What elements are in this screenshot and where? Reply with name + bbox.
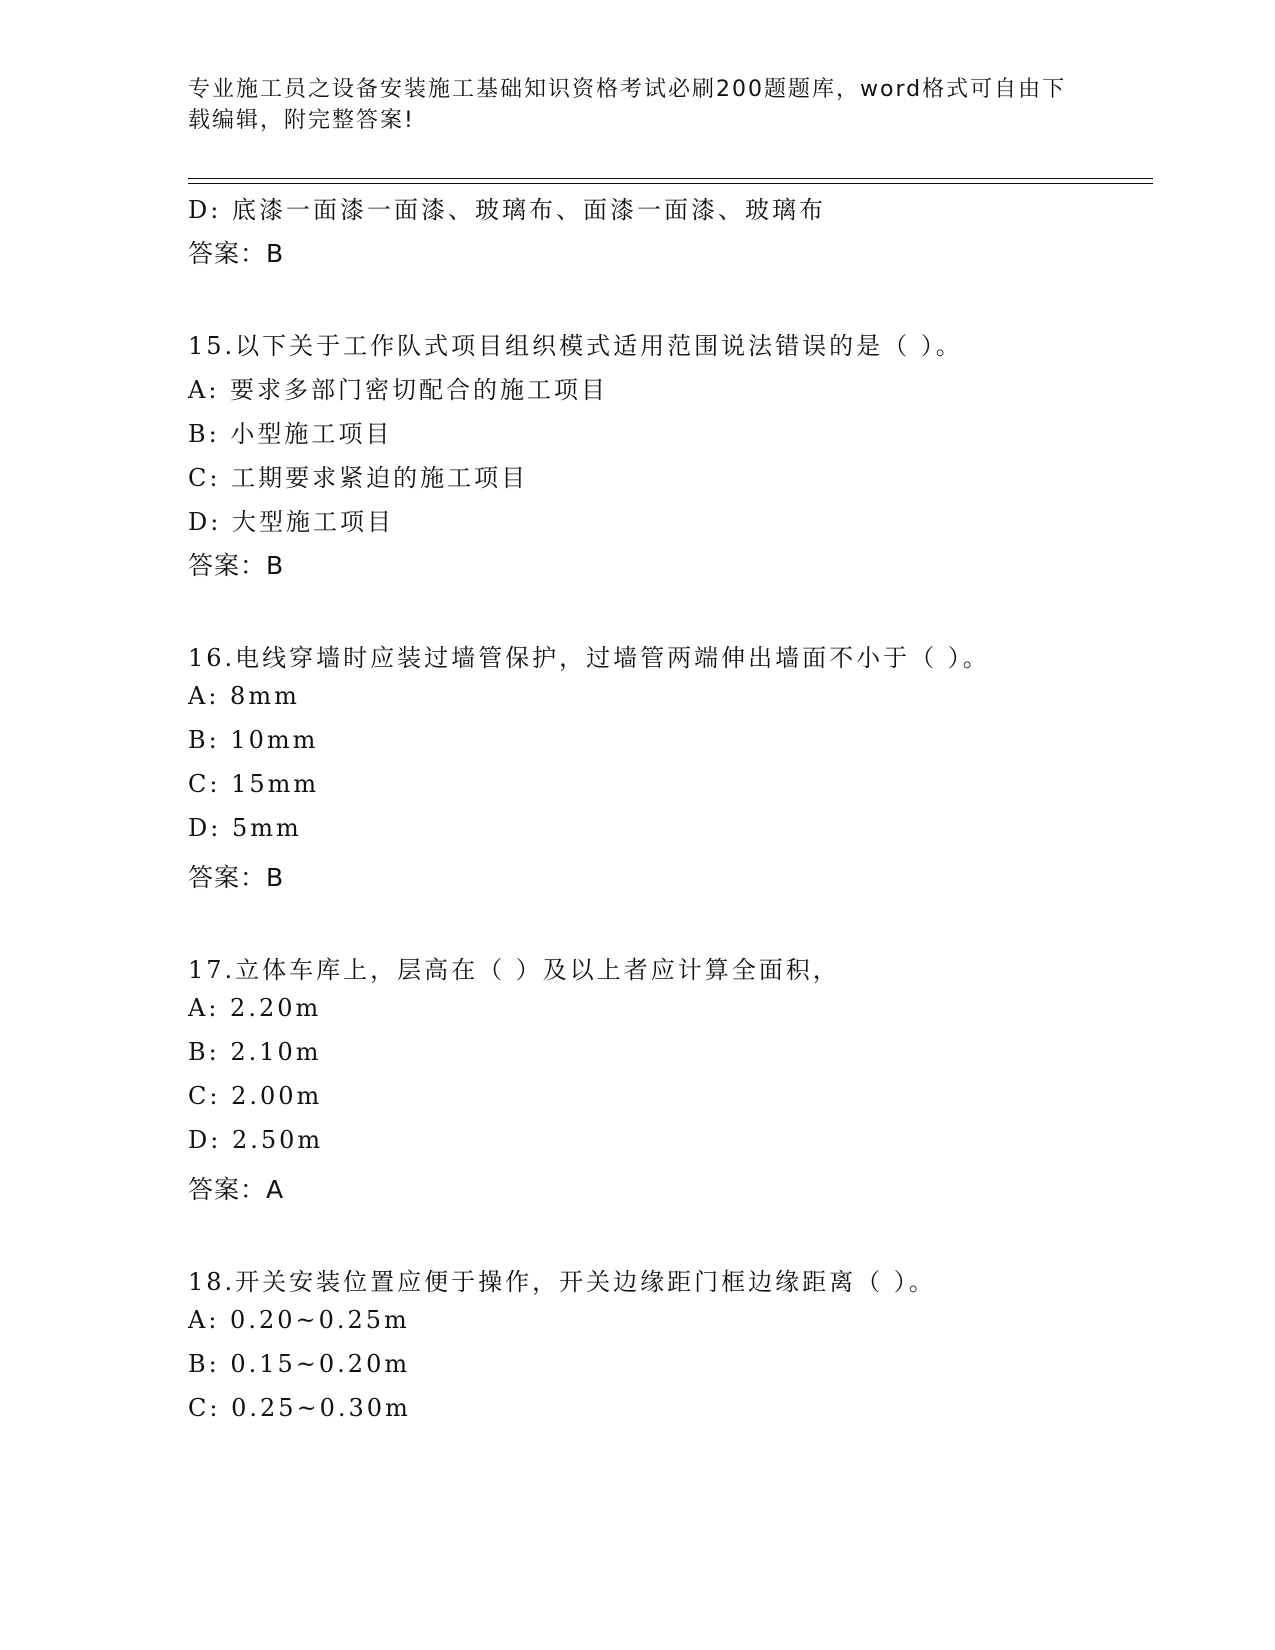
q18-question: 18.开关安装位置应便于操作，开关边缘距门框边缘距离（ ）。: [188, 1268, 936, 1296]
q14-answer: 答案：B: [188, 239, 285, 268]
header-divider-top: [188, 178, 1153, 179]
q17-option-a: A: 2.20m: [188, 994, 322, 1022]
page-header: 专业施工员之设备安装施工基础知识资格考试必刷200题题库，word格式可自由下载编辑，附完整答案!: [188, 77, 1067, 133]
q15-question: 15.以下关于工作队式项目组织模式适用范围说法错误的是（ ）。: [188, 332, 963, 360]
q17-option-b: B: 2.10m: [188, 1038, 322, 1066]
q17-question: 17.立体车库上，层高在（ ）及以上者应计算全面积，: [188, 956, 840, 984]
q16-option-b: B: 10mm: [188, 726, 319, 754]
q15-option-c: C: 工期要求紧迫的施工项目: [188, 464, 529, 492]
q15-option-b: B: 小型施工项目: [188, 420, 393, 448]
q16-question: 16.电线穿墙时应装过墙管保护，过墙管两端伸出墙面不小于（ ）。: [188, 644, 990, 672]
q16-option-d: D: 5mm: [188, 814, 302, 842]
q16-option-c: C: 15mm: [188, 770, 320, 798]
q15-option-d: D: 大型施工项目: [188, 508, 394, 536]
q17-answer: 答案：A: [188, 1175, 285, 1204]
q18-option-c: C: 0.25~0.30m: [188, 1394, 411, 1422]
q16-option-a: A: 8mm: [188, 682, 300, 710]
header-divider-bottom: [188, 183, 1153, 184]
q17-option-d: D: 2.50m: [188, 1126, 324, 1154]
q16-answer: 答案：B: [188, 863, 285, 892]
q15-option-a: A: 要求多部门密切配合的施工项目: [188, 376, 609, 404]
q14-option-d: D: 底漆一面漆一面漆、玻璃布、面漆一面漆、玻璃布: [188, 196, 826, 224]
q18-option-b: B: 0.15~0.20m: [188, 1350, 411, 1378]
q18-option-a: A: 0.20~0.25m: [188, 1306, 410, 1334]
q15-answer: 答案：B: [188, 551, 285, 580]
q17-option-c: C: 2.00m: [188, 1082, 323, 1110]
